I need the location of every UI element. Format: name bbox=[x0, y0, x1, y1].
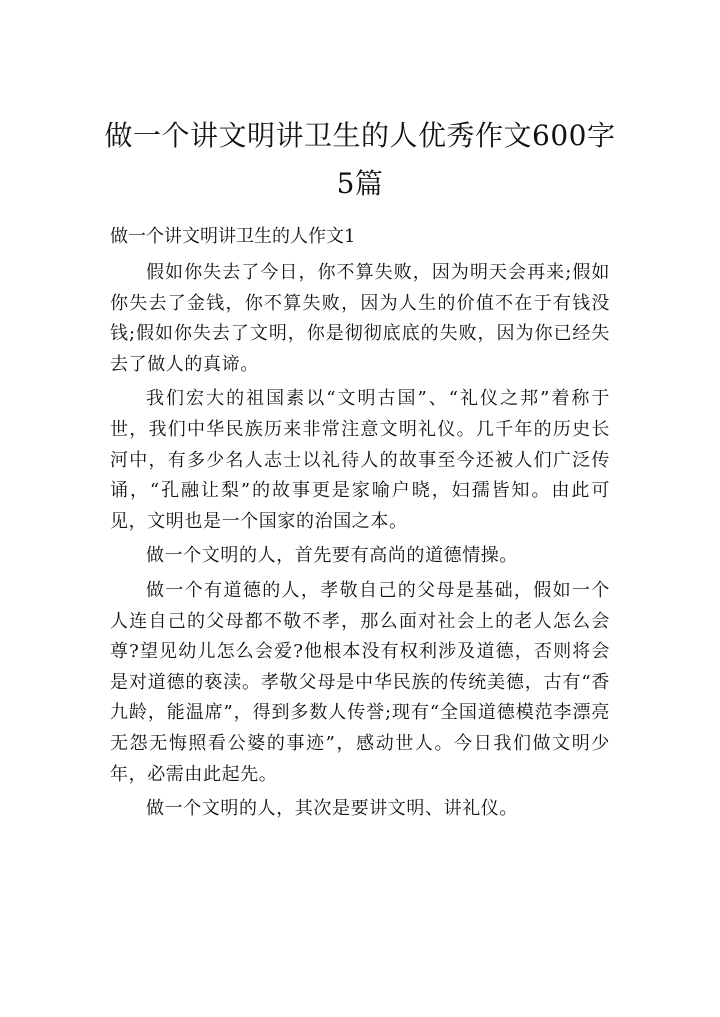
document-title: 做一个讲文明讲卫生的人优秀作文600字5篇 bbox=[104, 119, 616, 200]
paragraph: 我们宏大的祖国素以“文明古国”、“礼仪之邦”着称于世，我们中华民族历来非常注意文明礼仪。几千年的历史长河中，有多少名人志士以礼待人的故事至今还被人们广泛传诵，“孔融让梨”的故事更是家喻户晓，妇孺皆知。由此可见，文明也是一个国家的治国之本。 bbox=[110, 388, 610, 532]
paragraph: 假如你失去了今日，你不算失败，因为明天会再来;假如你失去了金钱，你不算失败，因为人生的价值不在于有钱没钱;假如你失去了文明，你是彻彻底底的失败，因为你已经失去了做人的真谛。 bbox=[110, 262, 610, 375]
paragraph: 做一个有道德的人，孝敬自己的父母是基础，假如一个人连自己的父母都不敬不孝，那么面对社会上的老人怎么会尊?望见幼儿怎么会爱?他根本没有权利涉及道德，否则将会是对道德的亵渎。孝敬父母是中华民族的传统美德，古有“香九龄，能温席”，得到多数人传誉;现有“全国道德模范李漂亮无怨无悔照看公婆的事迹”，感动世人。今日我们做文明少年，必需由此起先。 bbox=[110, 579, 610, 785]
section-heading: 做一个讲文明讲卫生的人作文1 bbox=[110, 226, 356, 247]
document-body bbox=[110, 258, 610, 829]
paragraph: 做一个文明的人，首先要有高尚的道德情操。 bbox=[146, 545, 518, 567]
paragraph: 做一个文明的人，其次是要讲文明、讲礼仪。 bbox=[146, 798, 518, 820]
